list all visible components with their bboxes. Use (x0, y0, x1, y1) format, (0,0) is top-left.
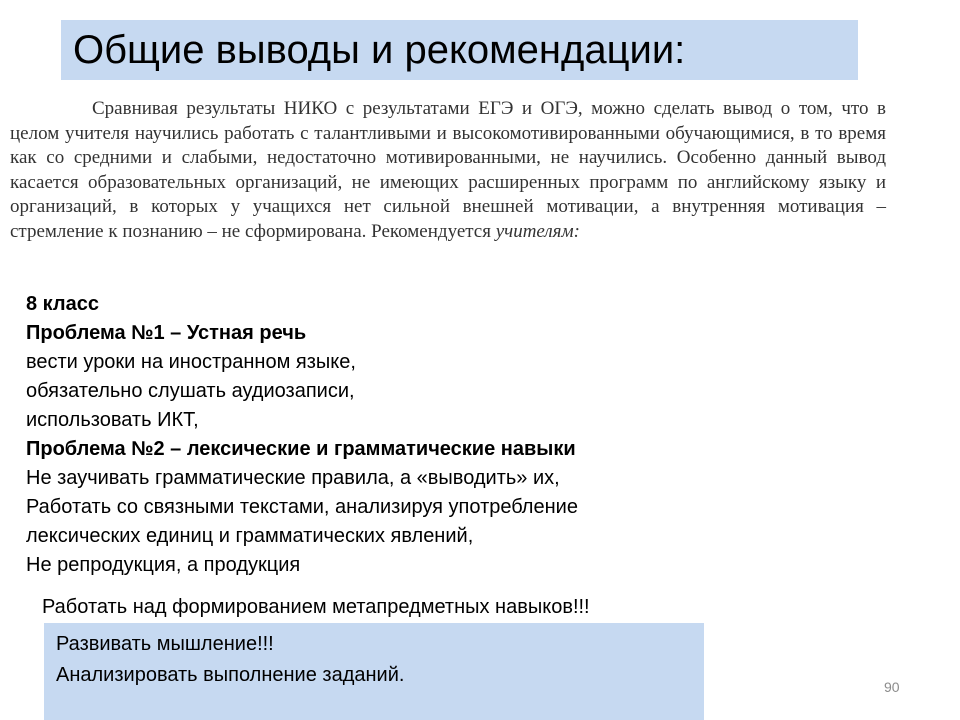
grade-heading: 8 класс (26, 293, 100, 315)
page-number: 90 (884, 679, 900, 695)
problem-2-item: Не репродукция, а продукция (26, 554, 301, 576)
problem-2-item: Работать со связными текстами, анализируя употребление (26, 496, 578, 518)
problem-1-heading: Проблема №1 – Устная речь (26, 322, 307, 344)
problem-1-item: использовать ИКТ, (26, 409, 199, 431)
note-line: Анализировать выполнение заданий. (56, 664, 405, 686)
slide-title: Общие выводы и рекомендации: (73, 28, 686, 72)
note-line: Развивать мышление!!! (56, 633, 274, 655)
note-box (44, 623, 704, 720)
problem-2-item: Не заучивать грамматические правила, а «выводить» их, (26, 467, 560, 489)
intro-emphasis: учителям: (495, 220, 580, 242)
recommendations-block (26, 290, 746, 580)
problem-1-item: обязательно слушать аудиозаписи, (26, 380, 355, 402)
meta-skills-callout: Работать над формированием метапредметных навыков!!! (42, 596, 590, 618)
title-banner (61, 20, 858, 80)
problem-2-heading: Проблема №2 – лексические и грамматические навыки (26, 438, 576, 460)
intro-text: Сравнивая результаты НИКО с результатами ЕГЭ и ОГЭ, можно сделать вывод о том, что в целом учителя научились работать с талантливыми и высокомотивированными обучающимися, в то время как со средними и слабыми, недостаточно мотивированными, не научились. Особенно данный вывод касается образовательных организаций, не имеющих расширенных программ по английскому языку и организаций, в которых у учащихся нет сильной внешней мотивации, а внутренняя мотивация – стремление к познанию – не сформирована. Рекомендуется (10, 98, 886, 242)
problem-1-item: вести уроки на иностранном языке, (26, 351, 356, 373)
problem-2-item: лексических единиц и грамматических явлений, (26, 525, 474, 547)
intro-paragraph (10, 97, 886, 244)
